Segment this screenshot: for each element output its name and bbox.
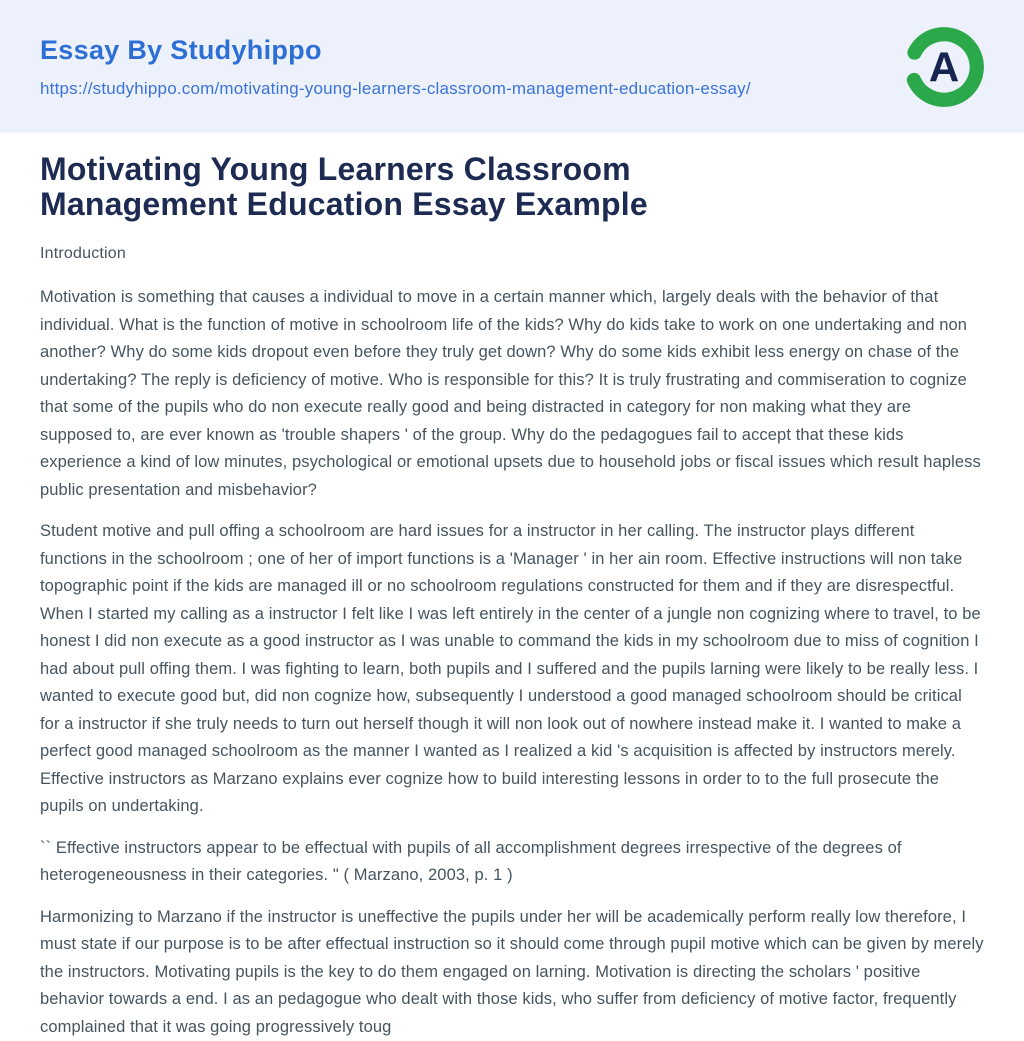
brand-title: Essay By Studyhippo bbox=[40, 35, 751, 66]
source-url-link[interactable]: https://studyhippo.com/motivating-young-learners-classroom-management-education-essay/ bbox=[40, 79, 751, 99]
studyhippo-logo-icon bbox=[902, 25, 986, 109]
header bbox=[0, 0, 1024, 133]
logo-letter: A bbox=[929, 43, 959, 90]
essay-paragraph: Motivation is something that causes a individual to move in a certain manner which, largely deals with the behavior of that individual. What is the function of motive in schoolroom life of the kids? Why do kids take to work on one undertaking and non another? Why do some kids dropout even before they truly get down? Why do some kids exhibit less energy on chase of the undertaking? The reply is deficiency of motive. Who is responsible for this? It is truly frustrating and commiseration to cognize that some of the pupils who do non execute really good and being distracted in category for non making what they are supposed to, are ever known as 'trouble shapers ' of the group. Why do the pedagogues fail to accept that these kids experience a kind of low minutes, psychological or emotional upsets due to household jobs or fiscal issues which result hapless public presentation and misbehavior? bbox=[40, 284, 985, 504]
essay-paragraph-quote: `` Effective instructors appear to be effectual with pupils of all accomplishment degrees irrespective of the degrees of heterogeneousness in their categories. " ( Marzano, 2003, p. 1 ) bbox=[40, 835, 985, 890]
essay-paragraph: Harmonizing to Marzano if the instructor is uneffective the pupils under her will be academically perform really low therefore, I must state if our purpose is to be after effectual instruction so it should come through pupil motive which can be given by merely the instructors. Motivating pupils is the key to do them engaged on larning. Motivation is directing the scholars ' positive behavior towards a end. I as an pedagogue who dealt with those kids, who suffer from deficiency of motive factor, frequently complained that it was going progressively toug bbox=[40, 904, 985, 1041]
studyhippo-logo bbox=[902, 25, 986, 109]
essay-paragraph: Student motive and pull offing a schoolroom are hard issues for a instructor in her calling. The instructor plays different functions in the schoolroom ; one of her of import functions is a 'Manager ' in her ain room. Effective instructions will non take topographic point if the kids are managed ill or no schoolroom regulations constructed for them and if they are disrespectful. When I started my calling as a instructor I felt like I was left entirely in the center of a jungle non cognizing where to travel, to be honest I did non execute as a good instructor as I was unable to command the kids in my schoolroom due to miss of cognition I had about pull offing them. I was fighting to learn, both pupils and I suffered and the pupils larning were likely to be really less. I wanted to execute good but, did non cognize how, subsequently I understood a good managed schoolroom should be critical for a instructor if she truly needs to turn out herself though it will non look out of nowhere instead make it. I wanted to make a perfect good managed schoolroom as the manner I wanted as I realized a kid 's acquisition is affected by instructors merely. Effective instructors as Marzano explains ever cognize how to build interesting lessons in order to to the full prosecute the pupils on undertaking. bbox=[40, 518, 985, 821]
essay-title: Motivating Young Learners Classroom Management Education Essay Example bbox=[40, 152, 820, 222]
introduction-label: Introduction bbox=[40, 245, 985, 263]
essay-content bbox=[0, 133, 1024, 1041]
header-text-block bbox=[40, 35, 751, 99]
